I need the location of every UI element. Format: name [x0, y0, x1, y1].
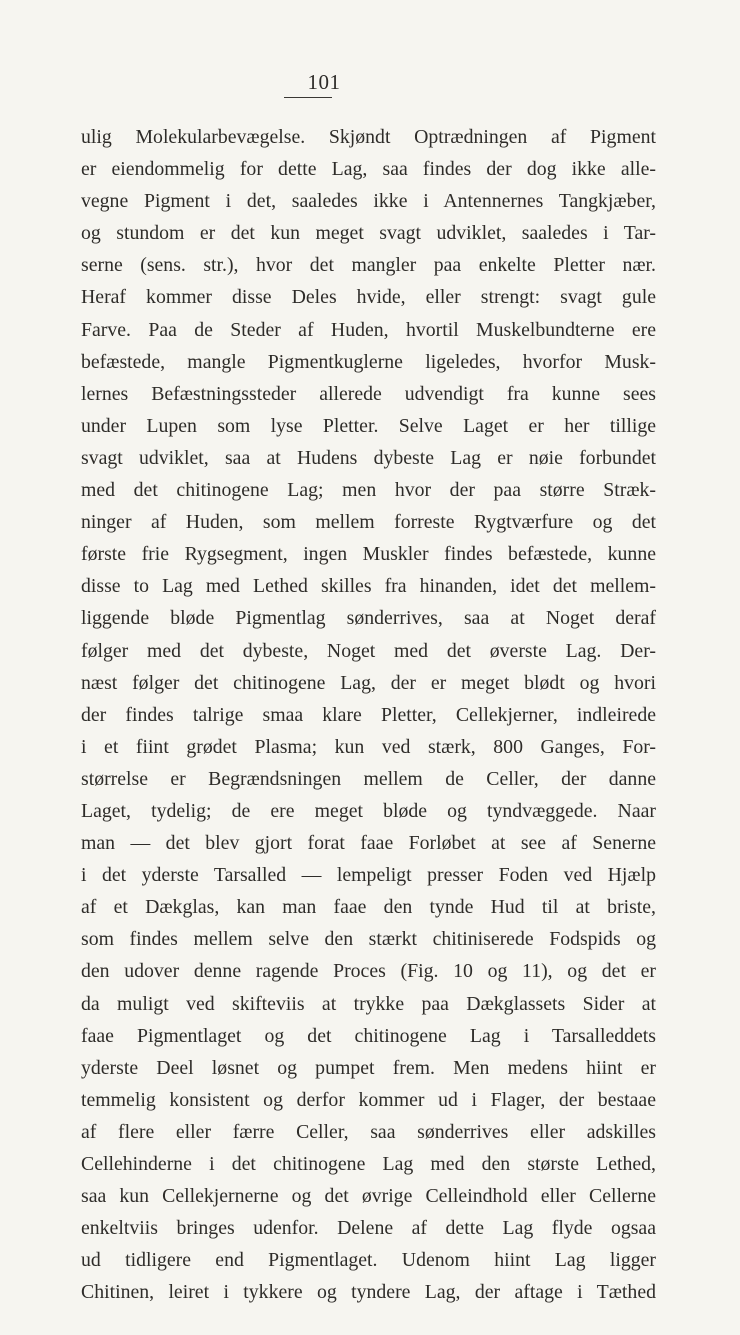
text-line: ud tidligere end Pigmentlaget. Udenom hiint Lag ligger	[81, 1249, 656, 1272]
text-line: disse to Lag med Lethed skilles fra hinanden, idet det mellem-	[81, 575, 656, 598]
text-line: ninger af Huden, som mellem forreste Rygtværfure og det	[81, 511, 656, 534]
body-text	[81, 121, 656, 1308]
text-line: med det chitinogene Lag; men hvor der paa større Stræk-	[81, 479, 656, 502]
text-line: er eiendommelig for dette Lag, saa findes der dog ikke alle-	[81, 158, 656, 181]
text-line: som findes mellem selve den stærkt chitiniserede Fodspids og	[81, 928, 656, 951]
text-line: temmelig konsistent og derfor kommer ud i Flager, der bestaae	[81, 1088, 656, 1111]
text-line: næst følger det chitinogene Lag, der er meget blødt og hvori	[81, 671, 656, 694]
text-line: man — det blev gjort forat faae Forløbet at see af Senerne	[81, 832, 656, 855]
page-number-rule	[284, 97, 332, 98]
text-line: befæstede, mangle Pigmentkuglerne ligeledes, hvorfor Musk-	[81, 350, 656, 373]
text-line: i det yderste Tarsalled — lempeligt presser Foden ved Hjælp	[81, 864, 656, 887]
text-line: størrelse er Begrændsningen mellem de Celler, der danne	[81, 767, 656, 790]
text-line: under Lupen som lyse Pletter. Selve Laget er her tillige	[81, 414, 656, 437]
text-line: Chitinen, leiret i tykkere og tyndere Lag, der aftage i Tæthed	[81, 1281, 656, 1304]
text-line: da muligt ved skifteviis at trykke paa Dækglassets Sider at	[81, 992, 656, 1015]
text-line: lernes Befæstningssteder allerede udvendigt fra kunne sees	[81, 382, 656, 405]
text-line: den udover denne ragende Proces (Fig. 10 og 11), og det er	[81, 960, 656, 983]
text-line: svagt udviklet, saa at Hudens dybeste Lag er nøie forbundet	[81, 446, 656, 469]
text-line: liggende bløde Pigmentlag sønderrives, saa at Noget deraf	[81, 607, 656, 630]
text-line: første frie Rygsegment, ingen Muskler findes befæstede, kunne	[81, 543, 656, 566]
text-line: Heraf kommer disse Deles hvide, eller strengt: svagt gule	[81, 286, 656, 309]
text-line: Laget, tydelig; de ere meget bløde og tyndvæggede. Naar	[81, 799, 656, 822]
text-line: ulig Molekularbevægelse. Skjøndt Optrædningen af Pigment	[81, 126, 656, 148]
text-line: enkeltviis bringes udenfor. Delene af dette Lag flyde ogsaa	[81, 1217, 656, 1240]
text-line: vegne Pigment i det, saaledes ikke i Antennernes Tangkjæber,	[81, 190, 656, 213]
text-line: der findes talrige smaa klare Pletter, Cellekjerner, indleirede	[81, 703, 656, 726]
page-number: 101	[307, 70, 341, 94]
text-line: faae Pigmentlaget og det chitinogene Lag i Tarsalleddets	[81, 1024, 656, 1047]
text-line: Cellehinderne i det chitinogene Lag med den største Lethed,	[81, 1153, 656, 1175]
text-line: i et fiint grødet Plasma; kun ved stærk, 800 Ganges, For-	[81, 735, 656, 758]
text-line: af flere eller færre Celler, saa sønderrives eller adskilles	[81, 1120, 656, 1143]
text-line: af et Dækglas, kan man faae den tynde Hud til at briste,	[81, 896, 656, 919]
text-line: serne (sens. str.), hvor det mangler paa enkelte Pletter nær.	[81, 254, 656, 277]
text-line: følger med det dybeste, Noget med det øverste Lag. Der-	[81, 639, 656, 662]
text-line: yderste Deel løsnet og pumpet frem. Men medens hiint er	[81, 1056, 656, 1079]
text-line: og stundom er det kun meget svagt udviklet, saaledes i Tar-	[81, 222, 656, 245]
text-line: Farve. Paa de Steder af Huden, hvortil Muskelbundterne ere	[81, 318, 656, 341]
text-line: saa kun Cellekjernerne og det øvrige Celleindhold eller Cellerne	[81, 1185, 656, 1208]
